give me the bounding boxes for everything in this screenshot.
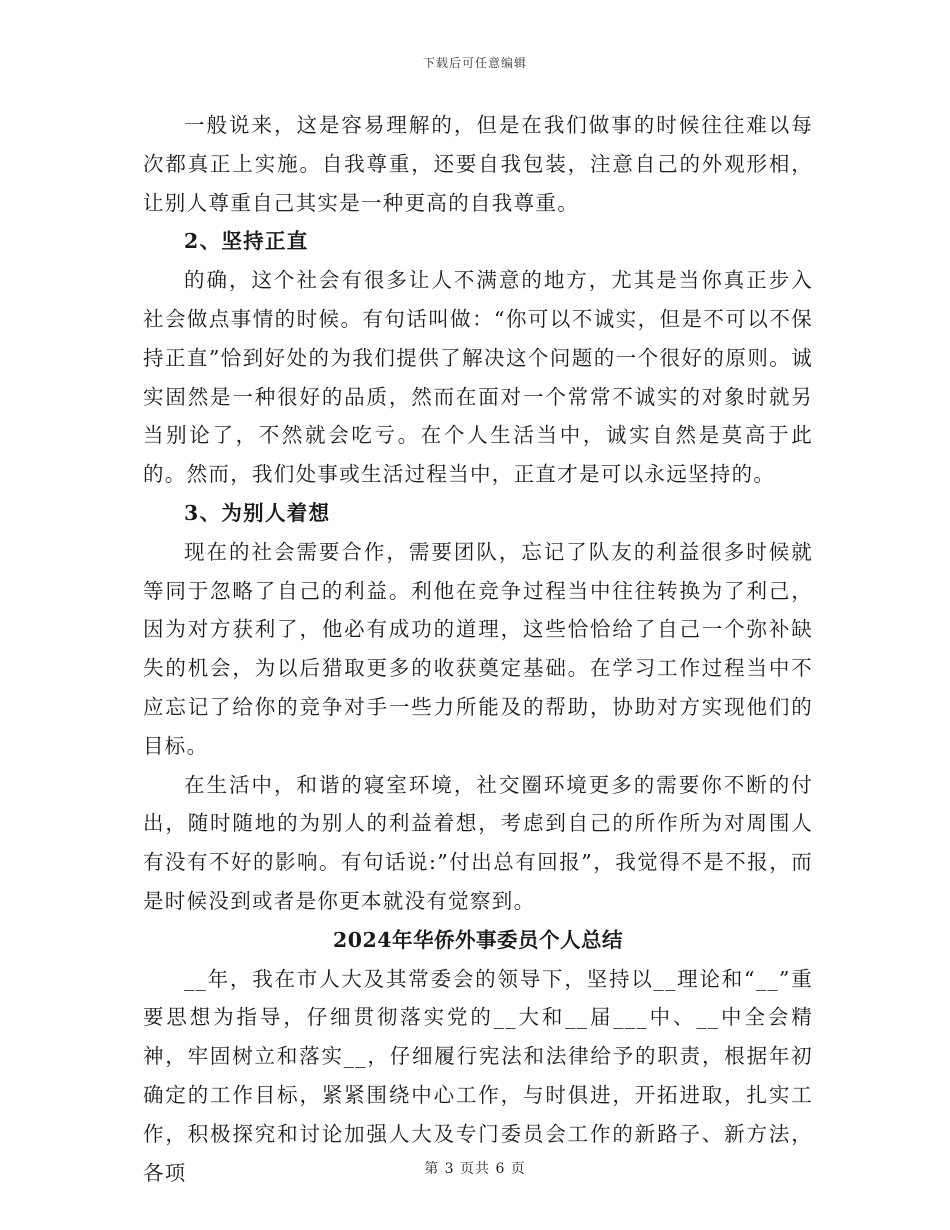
paragraph-integrity: 的确，这个社会有很多让人不满意的地方，尤其是当你真正步入社会做点事情的时候。有句话叫做：“你可以不诚实，但是不可以不保持正直”恰到好处的为我们提供了解决这个问题的一个很好的原则。诚实固然是一种很好的品质，然而在面对一个常常不诚实的对象时就另当别论了，不然就会吃亏。在个人生活当中，诚实自然是莫高于此的。然而，我们处事或生活过程当中，正直才是可以永远坚持的。: [143, 268, 813, 487]
document-body: [143, 106, 813, 1192]
page-number-footer: 第 3 页共 6 页: [424, 1161, 526, 1177]
paragraph-self-respect: 一般说来，这是容易理解的，但是在我们做事的时候往往难以每次都真正上实施。自我尊重，还要自我包装，注意自己的外观形相，让别人尊重自己其实是一种更高的自我尊重。: [143, 113, 813, 215]
document-title: 2024年华侨外事委员个人总结: [332, 927, 624, 952]
section-heading-consider-others: 3、为别人着想: [184, 500, 331, 525]
paragraph-cooperation: 现在的社会需要合作，需要团队，忘记了队友的利益很多时候就等同于忽略了自己的利益。利他在竞争过程当中往往转换为了利己，因为对方获利了，他必有成功的道理，这些恰恰给了自己一个弥补缺失的机会，为以后猎取更多的收获奠定基础。在学习工作过程当中不应忘记了给你的竞争对手一些力所能及的帮助，协助对方实现他们的目标。: [143, 539, 813, 758]
page-header-note: 下载后可任意编辑: [422, 56, 527, 70]
section-heading-integrity: 2、坚持正直: [184, 229, 309, 254]
paragraph-living-harmony: 在生活中，和谐的寝室环境，社交圈环境更多的需要你不断的付出，随时随地的为别人的利益着想，考虑到自己的所作所为对周围人有没有不好的影响。有句话说:”付出总有回报”，我觉得不是不报，而是时候没到或者是你更本就没有觉察到。: [143, 772, 813, 913]
paragraph-summary-intro: __年，我在市人大及其常委会的领导下，坚持以__理论和“__”重要思想为指导，仔细贯彻落实党的__大和__届___中、__中全会精神，牢固树立和落实__，仔细履行宪法和法律给予的职责，根据年初确定的工作目标，紧紧围绕中心工作，与时俱进，开拓进取，扎实工作，积极探究和讨论加强人大及专门委员会工作的新路子、新方法，各项: [143, 966, 813, 1185]
